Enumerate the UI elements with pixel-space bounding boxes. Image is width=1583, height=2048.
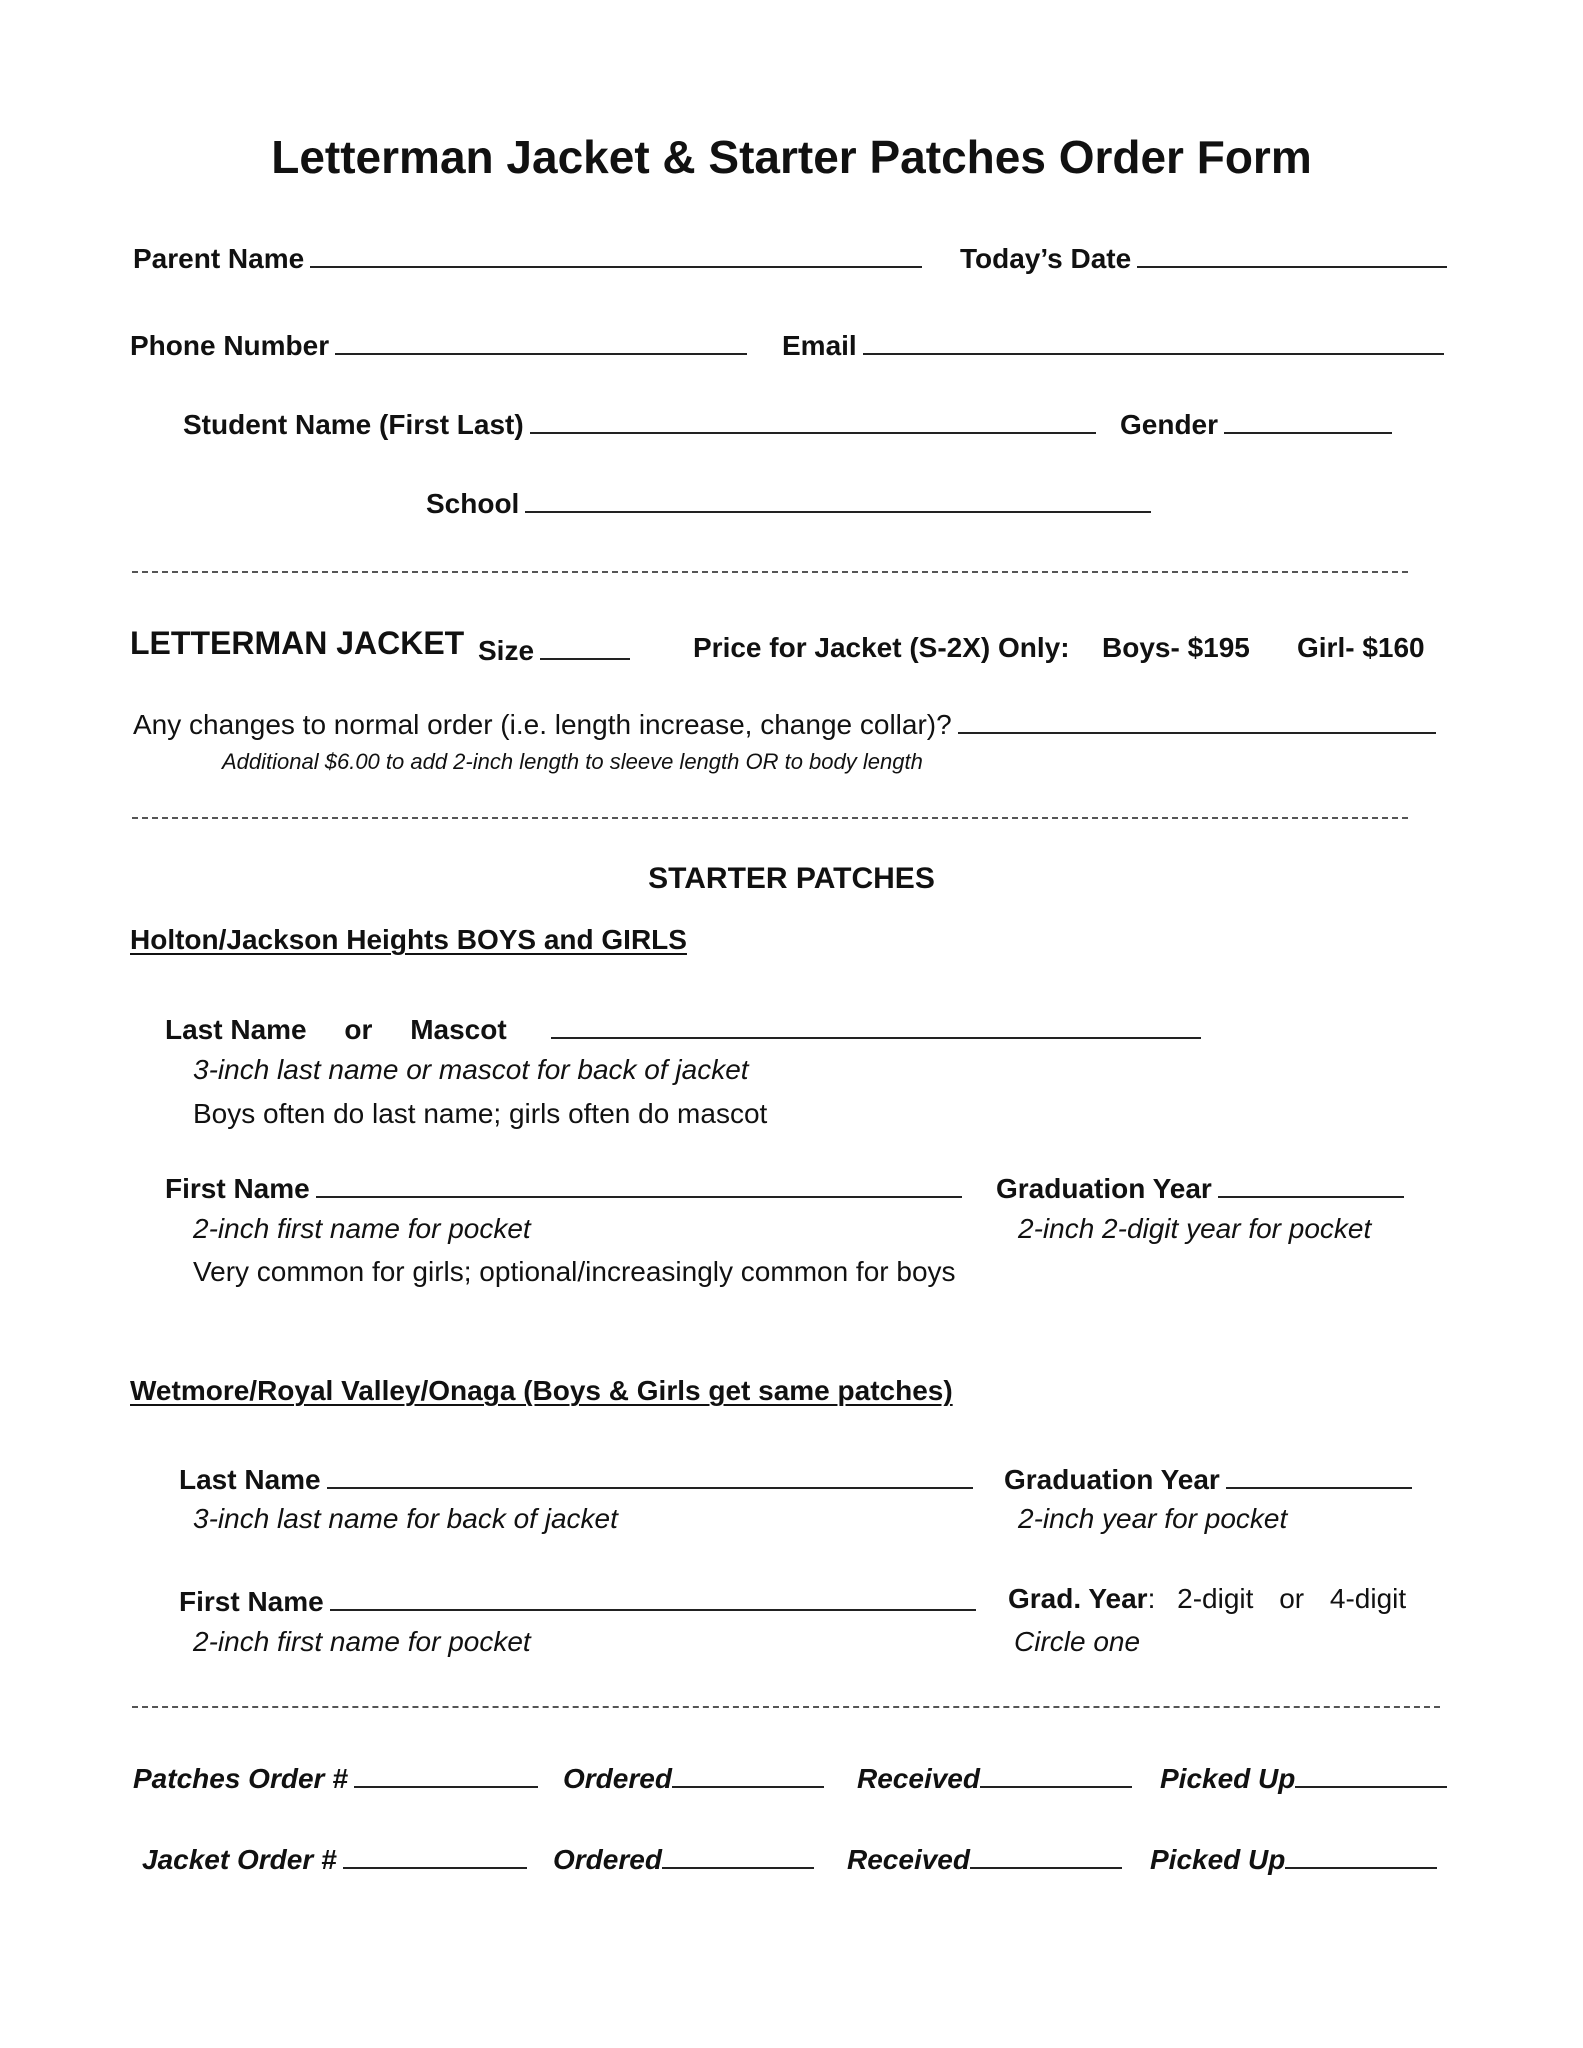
divider-2 [132,817,1408,819]
jacket-picked-up-field[interactable] [1150,1841,1437,1876]
student-name-label: Student Name (First Last) [183,409,524,440]
todays-date-line[interactable] [1137,240,1447,268]
section2-title: Wetmore/Royal Valley/Onaga (Boys & Girls get same patches) [130,1375,953,1406]
todays-date-label: Today’s Date [960,243,1132,274]
school-field[interactable] [426,485,1151,520]
s1-mascot-label: Mascot [410,1014,507,1045]
s1-last-name-label: Last Name [165,1014,307,1045]
s2-last-name-label: Last Name [179,1464,321,1495]
choice-4-digit[interactable]: 4-digit [1329,1583,1407,1614]
s1-last-name-note: 3-inch last name or mascot for back of jacket [193,1054,749,1085]
patches-picked-up-line[interactable] [1295,1760,1447,1788]
parent-name-label: Parent Name [133,243,305,274]
student-name-field[interactable] [183,406,1096,441]
s1-grad-year-note: 2-inch 2-digit year for pocket [1018,1213,1372,1244]
divider-1 [132,571,1408,573]
s2-last-name-note: 3-inch last name for back of jacket [193,1503,618,1534]
jacket-order-line[interactable] [343,1841,527,1869]
jacket-ordered-line[interactable] [662,1841,814,1869]
order-changes-label: Any changes to normal order (i.e. length increase, change collar)? [133,709,952,740]
patches-order-field[interactable] [133,1760,538,1795]
jacket-ordered-field[interactable] [553,1841,814,1876]
jacket-picked-up-label: Picked Up [1150,1844,1286,1875]
patches-received-label: Received [857,1763,980,1794]
parent-name-line[interactable] [310,240,922,268]
s2-first-name-label: First Name [179,1586,324,1617]
s1-grad-year-field[interactable] [996,1170,1404,1205]
s2-grad-year-choice [1008,1583,1406,1615]
patches-ordered-field[interactable] [563,1760,824,1795]
s1-first-name-line[interactable] [316,1170,962,1198]
parent-name-field[interactable] [133,240,922,275]
jacket-heading: LETTERMAN JACKET [130,625,465,661]
s2-grad-year-note: 2-inch year for pocket [1018,1503,1288,1534]
divider-3 [132,1706,1440,1708]
s2-circle-note: Circle one [1014,1626,1141,1657]
s1-last-name-tip: Boys often do last name; girls often do mascot [193,1098,768,1129]
s2-last-name-line[interactable] [327,1461,973,1489]
s2-last-name-field[interactable] [179,1461,973,1496]
patches-order-label: Patches Order # [133,1763,348,1794]
jacket-received-label: Received [847,1844,970,1875]
s2-grad-year-choice-label: Grad. Year [1008,1583,1148,1614]
jacket-size-label: Size [478,635,535,666]
page-title: Letterman Jacket & Starter Patches Order Form [271,131,1312,183]
school-label: School [426,488,520,519]
jacket-ordered-label: Ordered [553,1844,662,1875]
s1-last-name-line[interactable] [551,1011,1201,1039]
s2-first-name-field[interactable] [179,1583,976,1618]
jacket-price-label: Price for Jacket (S-2X) Only: [693,632,1070,663]
email-field[interactable] [782,327,1444,362]
s2-grad-year-label: Graduation Year [1004,1464,1220,1495]
s1-first-name-note: 2-inch first name for pocket [193,1213,531,1244]
patches-received-line[interactable] [980,1760,1132,1788]
girls-price: Girl- $160 [1297,632,1425,663]
gender-line[interactable] [1224,406,1392,434]
s2-grad-year-line[interactable] [1226,1461,1412,1489]
order-changes-note: Additional $6.00 to add 2-inch length to sleeve length OR to body length [222,749,923,774]
patches-ordered-line[interactable] [672,1760,824,1788]
s1-first-name-label: First Name [165,1173,310,1204]
patches-ordered-label: Ordered [563,1763,672,1794]
email-line[interactable] [863,327,1444,355]
patches-order-line[interactable] [354,1760,538,1788]
patches-picked-up-field[interactable] [1160,1760,1447,1795]
jacket-received-field[interactable] [847,1841,1122,1876]
jacket-size-field[interactable] [478,632,630,667]
phone-number-label: Phone Number [130,330,330,361]
s1-or-label: or [344,1014,373,1045]
s2-grad-year-choice-colon: : [1147,1583,1156,1614]
gender-field[interactable] [1120,406,1392,441]
choice-2-digit[interactable]: 2-digit [1177,1583,1254,1614]
todays-date-field[interactable] [960,240,1447,275]
school-line[interactable] [525,485,1151,513]
jacket-size-line[interactable] [540,632,630,660]
patches-picked-up-label: Picked Up [1160,1763,1296,1794]
gender-label: Gender [1120,409,1219,440]
s2-first-name-note: 2-inch first name for pocket [193,1626,531,1657]
jacket-picked-up-line[interactable] [1285,1841,1437,1869]
patches-heading: STARTER PATCHES [648,862,935,895]
jacket-received-line[interactable] [970,1841,1122,1869]
s1-grad-year-line[interactable] [1218,1170,1404,1198]
s2-first-name-line[interactable] [330,1583,976,1611]
s1-first-name-field[interactable] [165,1170,962,1205]
s1-last-name-field[interactable] [165,1011,1201,1046]
order-changes-line[interactable] [958,706,1436,734]
order-changes-field[interactable] [133,706,1436,741]
phone-number-line[interactable] [335,327,747,355]
student-name-line[interactable] [530,406,1096,434]
boys-price: Boys- $195 [1102,632,1250,663]
section1-title: Holton/Jackson Heights BOYS and GIRLS [130,924,687,955]
choice-or: or [1279,1583,1305,1614]
email-label: Email [782,330,857,361]
jacket-order-label: Jacket Order # [142,1844,337,1875]
patches-received-field[interactable] [857,1760,1132,1795]
s2-grad-year-field[interactable] [1004,1461,1412,1496]
phone-number-field[interactable] [130,327,747,362]
s1-grad-year-label: Graduation Year [996,1173,1212,1204]
s1-first-name-tip: Very common for girls; optional/increasingly common for boys [193,1256,956,1287]
jacket-order-field[interactable] [142,1841,527,1876]
